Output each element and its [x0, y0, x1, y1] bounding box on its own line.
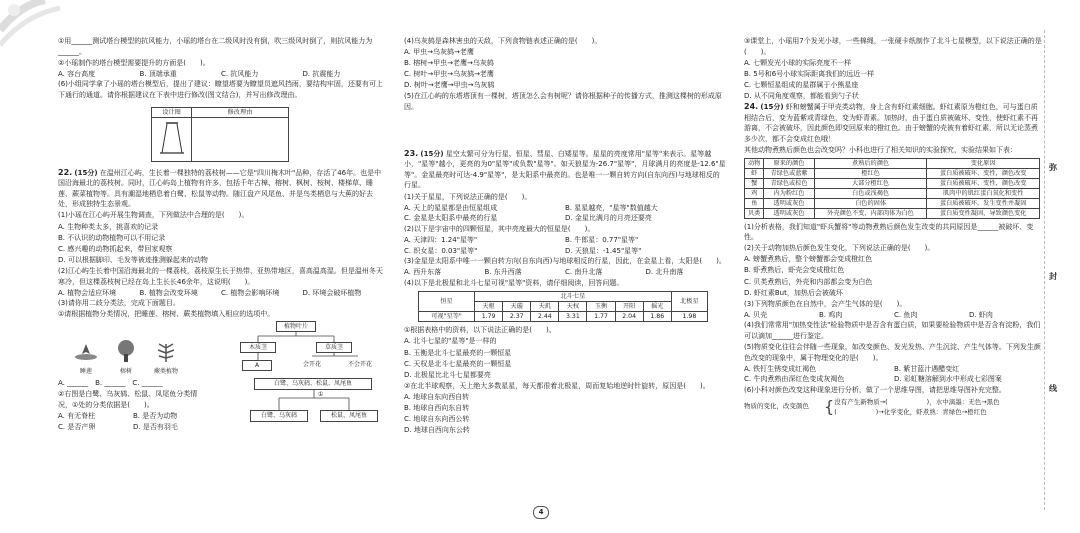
option[interactable]: B. 植物会改变环境 [139, 288, 198, 297]
options-row [744, 310, 1044, 321]
question-score: (15分) [74, 168, 98, 177]
option[interactable]: A. 有无脊柱 [58, 412, 96, 421]
star-value-cell: 2.37 [503, 312, 531, 322]
option[interactable]: A. 七颗发光小球的实际亮度不一样 [744, 58, 852, 67]
table-cell: 青绿色或棕色 [764, 178, 814, 188]
option[interactable]: C. 抗风能力 [221, 69, 259, 78]
q-line: (4)以下是北极星和北斗七星可视"星等"资料，请仔细阅读，回答问题。 [404, 278, 624, 287]
q-line: (5)在江心屿的东塔塔顶有一棵树，塔顶怎么会有树呢？请你根据种子的传播方式，推测这棵树的形成原因。 [404, 92, 722, 112]
table-header: 北极星 [671, 292, 707, 312]
q-line: (3)下列物质颜色在自然中，会产生气体的是( )。 [744, 299, 907, 308]
table-row [745, 188, 1040, 198]
table-cell: 肌肉中的肌红蛋白氧化和变性 [927, 188, 1040, 198]
mind-map-branch[interactable]: 没有产生新物质→( )，水中滴墨：无色→黑色 [834, 397, 1000, 406]
star-name-cell: 开阳 [615, 302, 643, 312]
star-name-cell: 摇光 [643, 302, 671, 312]
q-line: (6)小科对颜色改变这种现象进行分析，做了一个思维导图，请把思维导图补充完整。 [744, 385, 1006, 394]
option[interactable]: B. 5号和6号小球实际距离我们的远近一样 [744, 69, 875, 78]
q-line: ②右图是白鹭、乌灰鸫、松鼠、凤尾鱼分类情况，①处的分类依据是( )。 [58, 390, 198, 410]
q-text: 在温州江心屿，生长着一棵独特的荔枝树——它是"四川梅木叶"品种，存活了46年。也是中国沿海最北的荔枝树。同时，江心屿岛上植物有许多，包括千年古樟、榕树、枫树、桉树、楼梯草、睡莲、蕨菜植物等。具有潮湿地栖息着白鹭、松鼠等动物。随江盘产风尾鱼、并是鸟类栖息与大蕉的好去处，形成独特生态景观。 [58, 168, 382, 209]
option[interactable]: C. 植物会影响环境 [221, 288, 280, 297]
plant-banyan [106, 340, 146, 377]
option[interactable]: D. 树叶→老鹰→甲虫→乌灰鸫 [404, 81, 495, 90]
table-cell: 蛋白质变性凝固，导致颜色变化 [927, 208, 1040, 218]
option[interactable]: C. 感兴趣的动物抓起来，带回家观察 [58, 244, 173, 253]
animals-all: 白鹭、乌灰鸫、松鼠、凤尾鱼 [254, 378, 372, 390]
animals-group-b: 松鼠、凤尾鱼 [320, 410, 378, 422]
q-line: ①根据表格中的资料，以下说法正确的是( )。 [404, 326, 556, 335]
q24-stem [744, 102, 1044, 144]
plant-label: 蕨类植物 [153, 367, 178, 375]
design-table-header: 设计图 [152, 107, 192, 117]
option[interactable]: D. 是否有羽毛 [133, 422, 178, 431]
option[interactable]: C. 南升北落 [565, 268, 603, 277]
options-row [404, 267, 726, 278]
q-line: (5)物质变化往往会伴随一些现象，如改变颜色、发光发热、产生沉淀、产生气体等。下列发生颜色改变的现象中，属于物理变化的是( )。 [744, 343, 1041, 362]
table-row [745, 168, 1040, 178]
design-table [151, 107, 289, 162]
table-cell: 鱼 [745, 198, 764, 208]
option[interactable]: A. 天上的星星都是由恒星组成 [404, 203, 498, 212]
star-value-cell: 2.04 [615, 312, 643, 322]
star-magnitude-table [418, 291, 708, 322]
options-row [404, 203, 726, 224]
q-line: (1)小瑶在江心屿开展生物调查，下列做法中合理的是( )。 [58, 211, 249, 220]
q-line: (3)请你用二歧分类法，完成下面题目。 [58, 299, 180, 308]
q-line: ②小瑶制作的塔台模型需要提升的方面是( )。 [58, 58, 210, 67]
table-row [745, 208, 1040, 218]
question-score: (15分) [420, 149, 444, 158]
table-header-cell: 原来的颜色 [764, 158, 814, 168]
classification-figure [58, 320, 384, 378]
option[interactable]: C. 七颗恒星组成的星群属于小熊星座 [744, 80, 859, 89]
table-row [745, 198, 1040, 208]
options-row [58, 288, 384, 299]
option[interactable]: A. 地球自东向西自转 [404, 392, 470, 401]
key-herbaceous-stem: 草质茎 [316, 342, 352, 353]
table-cell: 白色或浅褐色 [814, 188, 927, 198]
table-cell: 蛋白质被破坏，发生变性并凝固 [927, 198, 1040, 208]
q-line: ①请根据植物分类情况，把睡莲、榕树、蕨类植物填入相应的选项中。 [58, 310, 275, 319]
question-number: 22. [58, 167, 73, 177]
question-number: 23. [404, 148, 419, 158]
q22-stem [58, 168, 384, 210]
option[interactable]: A. 生物种类太多，挑喜欢的记录 [58, 222, 159, 231]
animals-group-a: 白鹭、乌灰鸫 [250, 410, 308, 422]
option[interactable]: B. 东升西落 [484, 268, 522, 277]
option[interactable]: B. 地球自西向东自转 [404, 404, 470, 413]
q-line: ①用______测试塔台模型的抗风能力，小瑶的塔台在二级风时没有倒，吹三级风时倒了，则抗风能力为______。 [58, 37, 373, 56]
option[interactable]: C. 地球自东向西公转 [404, 415, 470, 424]
table-row [745, 178, 1040, 188]
plant-waterlily [66, 340, 106, 377]
option[interactable]: D. 金星比满月的月亮还要亮 [565, 214, 652, 223]
q-line: (1)关于星星，下列说法正确的是( )。 [404, 192, 532, 201]
star-name-cell: 天玑 [531, 302, 559, 312]
star-value-cell: 1.77 [587, 312, 615, 322]
table-cell: 青绿色或蓝紫 [764, 168, 814, 178]
star-name-cell: 天枢 [475, 302, 503, 312]
key-nonflowering: 不会开花 [338, 360, 382, 369]
tower-sketch [157, 119, 187, 157]
dichotomous-key [208, 320, 384, 378]
table-cell: 外壳颜色不变，内部肉体为白色 [814, 208, 927, 218]
table-header-row [745, 158, 1040, 168]
mind-map-branch[interactable]: ( )→化学变化，虾煮熟：青绿色→橙红色 [834, 407, 987, 416]
q-line: (1)分析表格，我们知道"虾兵蟹将"等动物煮熟后颜色发生改变的共同原因是______被破坏、变性。 [744, 222, 1034, 242]
tree-icon [113, 340, 139, 362]
q-line: (4)我们常常用"加热变性法"检验物质中是否含有蛋白质，如果要检验物质中是否含有淀粉，我们可以滴加______进行鉴定。 [744, 321, 1041, 340]
q-text: 虾和螃蟹属于甲壳类动物，身上含有虾红素细胞。虾红素原为橙红色，可与蛋白质相结合后，变为蓝紫或青绿色，变为虾青素。加热时，由于蛋白质被破坏、变性，使虾红素不再游离，不会被破坏，因此颜色即变回原来的橙红色。由于螃蟹的壳被有着虾红素，所以无论蒸煮多少次，都不会变成红色哦！ [744, 103, 1038, 143]
option[interactable]: A. 甲虫→乌灰鸫→老鹰 [404, 48, 474, 57]
table-cell: 鸡 [745, 188, 764, 198]
plant-label: 睡莲 [79, 367, 92, 375]
option[interactable]: C. 鱼肉 [894, 310, 918, 319]
table-body [745, 168, 1040, 218]
option[interactable]: B. 不认识的动物植物可以不用记录 [58, 233, 166, 242]
key-flowering: 会开花 [292, 360, 332, 369]
answer-slot-a[interactable]: A [242, 360, 272, 371]
option[interactable]: D. 从不同角度观察，都能看到勺子状 [744, 91, 859, 100]
key-root: 植物叶片 [276, 321, 316, 332]
side-label: 弥 [1049, 163, 1057, 172]
option[interactable]: D. 抗震能力 [302, 69, 341, 78]
question-number: 24. [744, 102, 759, 112]
design-reason-cell[interactable] [192, 117, 289, 161]
options-row [58, 411, 208, 432]
option[interactable]: D. 环境会破坏植物 [302, 288, 362, 297]
column-right [744, 36, 1044, 417]
table-cell: 虾 [745, 168, 764, 178]
table-cell: 橙红色 [814, 168, 927, 178]
option[interactable]: B. 顶端承重 [139, 69, 177, 78]
plant-label: 榕树 [119, 367, 132, 375]
brace-icon: { [824, 396, 835, 416]
q-line: (3)金星是太阳系中唯一一颗自转方向(自东向西)与地球相反的行星，因此，在金星上看，太阳是( )。 [404, 257, 726, 266]
q-line: 其他动物煮熟后颜色也会改变吗？小科也进行了相关知识的实验探究，实验结果如下表： [744, 145, 1017, 154]
option[interactable]: D. 天狼星：-1.45"星等" [565, 246, 642, 255]
design-sketch-cell [152, 117, 192, 161]
question-score: (15分) [760, 103, 784, 112]
design-table-header: 修改理由 [192, 107, 289, 117]
table-header-cell: 煮熟后的颜色 [814, 158, 927, 168]
option[interactable]: C. 是否产卵 [58, 422, 96, 431]
option[interactable]: A. 容台高度 [58, 69, 96, 78]
column-middle [404, 36, 726, 436]
option[interactable]: B. 牛郎星：0.77"星等" [565, 235, 639, 244]
waterlily-icon [73, 340, 99, 362]
fern-icon [153, 340, 179, 362]
page-number: 4 [533, 506, 549, 519]
option[interactable]: A. 天津四：1.24"星等" [404, 235, 478, 244]
star-name-cell: 玉衡 [587, 302, 615, 312]
table-cell: 大部分橙红色 [814, 178, 927, 188]
table-cell: 透明或灰色 [764, 208, 814, 218]
option[interactable]: D. 虾红素But，加热后会被破坏 [744, 288, 843, 297]
star-values-row [419, 312, 708, 322]
table-header-cell: 动物 [745, 158, 764, 168]
option[interactable]: D. 可以根据脚印、毛发等被迹推测躲起来的动物 [58, 255, 208, 264]
q23-stem [404, 149, 726, 191]
option[interactable]: C. 牛肉煮熟由深红色变成灰褐色 [744, 375, 845, 384]
option[interactable]: B. 鸡肉 [819, 310, 843, 319]
plant-fern [146, 340, 186, 377]
option[interactable]: C. 织女星：0.03"星等" [404, 246, 478, 255]
side-label: 封 [1049, 272, 1057, 281]
table-header-cell: 变化原因 [927, 158, 1040, 168]
basis-marker: ① [318, 391, 324, 399]
option[interactable]: A. 螃蟹煮熟后，整个螃蟹都会变成橙红色 [744, 255, 873, 264]
star-name-cell: 天璇 [503, 302, 531, 312]
animal-classification [244, 378, 384, 430]
q-line: (4)乌灰鸫是森林害虫的天敌，下列食物链表述正确的是( )。 [404, 37, 602, 45]
option[interactable]: B. 玉衡是北斗七星最亮的一颗恒星 [404, 348, 512, 357]
option[interactable]: D. 地球自西向东公转 [404, 426, 470, 435]
table-header: 北斗七星 [475, 292, 672, 302]
option[interactable]: D. 虾肉 [969, 310, 993, 319]
star-value-cell: 3.31 [559, 312, 587, 322]
polaris-value-cell: 1.98 [671, 312, 707, 322]
options-row [744, 364, 1044, 385]
q-line: (2)关于动物加热后颜色发生变化，下列说法正确的是( )。 [744, 244, 935, 253]
q-line: (2)以下是宇宙中的四颗恒星，其中亮度最大的恒星是( )。 [404, 224, 595, 233]
option[interactable]: B. 虾煮熟后，虾壳会变成橙红色 [744, 266, 845, 275]
table-cell: 贝类 [745, 208, 764, 218]
star-value-cell: 1.86 [643, 312, 671, 322]
option[interactable]: D. 北升南落 [645, 268, 684, 277]
option[interactable]: A. 植物会适应环境 [58, 288, 117, 297]
mind-map [744, 397, 1044, 417]
option[interactable]: B. 紫甘蓝汁遇醋变红 [894, 364, 960, 373]
cooking-color-table [744, 158, 1040, 219]
table-cell: 白色的固体 [814, 198, 927, 208]
q-line: ②在北半球观察，天上绝大多数星星，每天都很着北极星，周而复始地逆时针旋转，原因是( )。 [404, 381, 710, 390]
star-value-cell: 1.79 [475, 312, 503, 322]
option[interactable]: B. 是否为动物 [133, 412, 178, 421]
star-value-cell: 2.44 [531, 312, 559, 322]
answer-line[interactable]: A. ______ B. ______ C. ______ [58, 379, 163, 388]
mind-map-root: 物质的变化，改变颜色 [744, 402, 809, 411]
side-label: 线 [1049, 384, 1057, 393]
table-cell: 蛋白质被破坏、变性，颜色改变 [927, 178, 1040, 188]
option[interactable]: D. 北极星比北斗七星都要亮 [404, 370, 491, 379]
q-line: ③课堂上，小瑶用7个发光小球，一些棉绳，一张硬卡纸制作了北斗七星模型，以下说法正确的是( )。 [744, 37, 1042, 56]
option[interactable]: A. 西升东落 [404, 268, 442, 277]
option[interactable]: B. 星星越亮，"星等"数值越大 [565, 203, 658, 212]
option[interactable]: C. 树叶→甲虫→乌灰鸫→老鹰 [404, 70, 494, 79]
key-woody-stem: 木质茎 [240, 342, 276, 353]
table-cell: 蛋白质被破坏、变性，颜色改变 [927, 168, 1040, 178]
option[interactable]: C. 金星是太阳系中最亮的行星 [404, 214, 498, 223]
option[interactable]: A. 北斗七星的"星等"是一样的 [404, 337, 497, 346]
row-label: 可视"星等" [419, 312, 475, 322]
plant-illustrations [66, 340, 186, 377]
options-row [58, 69, 384, 80]
star-name-cell: 天权 [559, 302, 587, 312]
option[interactable]: D. 彩虹糖溶解到水中形成七彩图案 [894, 375, 1002, 384]
table-header: 恒星 [419, 292, 475, 312]
option[interactable]: B. 榕树→甲虫→老鹰→乌灰鸫 [404, 59, 494, 68]
q-line: (6)小组同学拿了小瑶的塔台模型后，提出了建议：瞭望塔要为瞭望员遮风挡雨，要结构牢固，还要有可上下通行的通道。请你根据建议在下表中进行修改(图文结合)，并写出修改理由。 [58, 80, 383, 99]
table-cell: 透明或灰色 [764, 198, 814, 208]
column-left [58, 36, 384, 432]
option[interactable]: A. 铁钉生锈变成红褐色 [744, 364, 817, 373]
q-line: (2)江心屿生长着中国沿海最北的一棵荔枝，荔枝原生长于热带、亚热带地区，喜高温高湿。但是温州冬天寒冷，但这棵荔枝树已经在岛上生长长46余年，这说明( )。 [58, 266, 383, 286]
binding-line [1044, 30, 1045, 510]
q-text: 星空太繁可分为行星、恒星、彗星、白矮星等。星星的亮度常用"星等"来表示。星等越小，"星等"越小，更亮的为0"星等"或负数"星等"。如天狼星为-26.7"星等"，月球满月的亮度是-12.6"星等"。金星最亮时可达-4.9"星等"，是太阳系中最亮的。也是唯一一颗自转方向(自东向西)与地球相反的行星。 [404, 149, 726, 190]
option[interactable]: C. 贝类煮熟后，外壳和内部都会变为白色 [744, 277, 873, 286]
option[interactable]: C. 天权是北斗七星最亮的一颗恒星 [404, 359, 512, 368]
table-cell: 内为粉红色 [764, 188, 814, 198]
option[interactable]: A. 贝壳 [744, 310, 768, 319]
table-cell: 蟹 [745, 178, 764, 188]
options-row [404, 235, 726, 256]
